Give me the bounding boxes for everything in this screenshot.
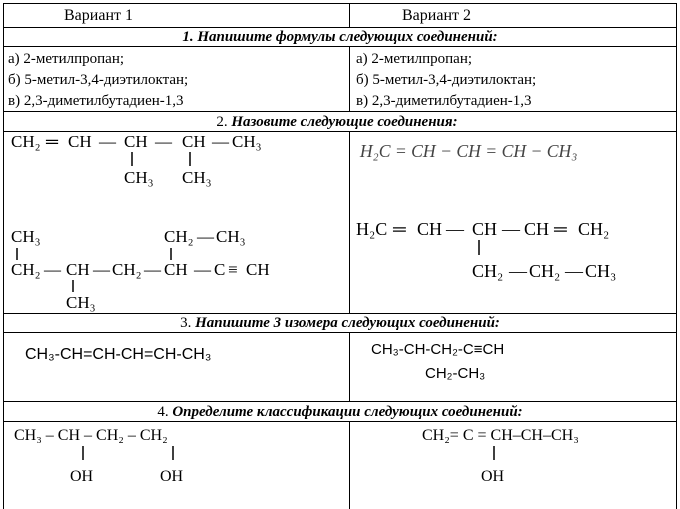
section-3-title-bottom-border [3, 332, 677, 333]
chain-atom: CH₂ [112, 260, 142, 279]
section-4-number: 4. [157, 404, 169, 420]
branch-atom: CH₃ [124, 168, 154, 187]
v2-task-c: в) 2,3-диметилбутадиен-1,3 [356, 93, 532, 109]
table-top-border [3, 3, 677, 4]
branch-atom: CH₃ [182, 168, 212, 187]
v1-compound-1-structure [4, 132, 349, 192]
v2-compound-1-formula: H₂C = CH − CH = CH − CH₃ [359, 140, 578, 162]
chain-atom: CH [472, 219, 498, 239]
section-4-title [0, 405, 680, 420]
chain-atom: CH [66, 260, 90, 279]
chain-bond: — [502, 219, 520, 239]
v1-compound-2-structure [4, 220, 349, 312]
section-1-title [3, 30, 677, 45]
chain-bond: — [93, 260, 110, 279]
header-column-divider [349, 3, 350, 27]
chain-atom: CH [68, 132, 92, 151]
chain-bond: — [99, 132, 116, 151]
chain-bond: ═ [393, 219, 406, 239]
chain-bond: — [44, 260, 61, 279]
section-2-title [0, 115, 674, 130]
chain-bond: — [446, 219, 464, 239]
chain-bond: ═ [46, 132, 59, 151]
v2-task-b: б) 5-метил-3,4-диэтилоктан; [356, 72, 537, 88]
section-1-column-divider [349, 46, 350, 111]
chain-bond: — [144, 260, 161, 279]
chain-atom: H₂C [356, 219, 388, 239]
v2-classification-formula: CH₂= C = CH–CH–CH₃ [422, 427, 579, 444]
v1-classification-structure [4, 422, 349, 509]
branch-atom: CH₃ [66, 293, 96, 312]
branch-atom: CH₃ [11, 227, 41, 246]
chain-atom: CH [182, 132, 206, 151]
oh-group: OH [160, 468, 184, 485]
chain-atom: CH [124, 132, 148, 151]
v1-task-b: б) 5-метил-3,4-диэтилоктан; [8, 72, 189, 88]
header-row-bottom-border [3, 27, 677, 28]
section-3-title-text: Напишите 3 изомера следующих соединений: [195, 315, 500, 331]
chain-bond: ═ [554, 219, 567, 239]
section-3-column-divider [349, 332, 350, 401]
chain-atom: CH₃ [232, 132, 262, 151]
section-3-number: 3. [180, 315, 192, 331]
v1-task-c: в) 2,3-диметилбутадиен-1,3 [8, 93, 184, 109]
v2-isomer-formula-main: CH₃-CH-CH₂-C≡CH [371, 341, 505, 358]
v2-compound-1-structure [352, 138, 676, 168]
section-3-title [0, 316, 680, 331]
chain-atom: CH [417, 219, 443, 239]
section-1-bottom-border [3, 111, 677, 112]
branch-bond: — [565, 261, 583, 281]
branch-bond: — [509, 261, 527, 281]
branch-atom: CH₃ [585, 261, 617, 281]
section-1-title-text: Напишите формулы следующих соединений: [197, 29, 498, 45]
v1-isomer-formula: CH₃-CH=CH-CH=CH-CH₃ [25, 346, 212, 363]
variant-2-heading: Вариант 2 [402, 7, 471, 24]
chain-atom: CH₂ [11, 132, 41, 151]
section-4-title-text: Определите классификации следующих соединений: [172, 404, 523, 420]
v2-task-a: а) 2-метилпропан; [356, 51, 473, 67]
variant-1-heading: Вариант 1 [64, 7, 133, 24]
section-2-column-divider [349, 131, 350, 313]
chain-atom: CH [524, 219, 550, 239]
v2-classification-structure [352, 422, 676, 509]
chain-bond: ≡ [228, 260, 238, 279]
section-2-title-text: Назовите следующие соединения: [231, 114, 458, 130]
chain-bond: — [212, 132, 229, 151]
section-3-bottom-border [3, 401, 677, 402]
branch-atom: CH₂ [529, 261, 561, 281]
branch-atom: CH₂ [472, 261, 504, 281]
branch-atom: CH₃ [216, 227, 246, 246]
section-2-bottom-border [3, 313, 677, 314]
chain-atom: CH [246, 260, 270, 279]
v2-isomer-formula-branch: CH₂-CH₃ [425, 365, 486, 382]
chain-atom: CH [164, 260, 188, 279]
section-4-column-divider [349, 421, 350, 509]
v1-task-a: а) 2-метилпропан; [8, 51, 125, 67]
section-1-title-bottom-border [3, 46, 677, 47]
v2-compound-2-structure [352, 215, 676, 290]
chain-atom: CH₂ [11, 260, 41, 279]
v1-classification-formula: CH₃ – CH – CH₂ – CH₂ [14, 427, 168, 444]
chain-atom: C [214, 260, 226, 279]
chain-atom: CH₂ [578, 219, 610, 239]
chain-bond: — [194, 260, 211, 279]
section-1-number: 1. [182, 29, 194, 45]
oh-group: OH [481, 468, 505, 485]
oh-group: OH [70, 468, 94, 485]
branch-atom: CH₂ [164, 227, 194, 246]
branch-bond: — [197, 227, 214, 246]
chain-bond: — [155, 132, 172, 151]
table-right-border [676, 3, 677, 509]
section-2-number: 2. [216, 114, 228, 130]
